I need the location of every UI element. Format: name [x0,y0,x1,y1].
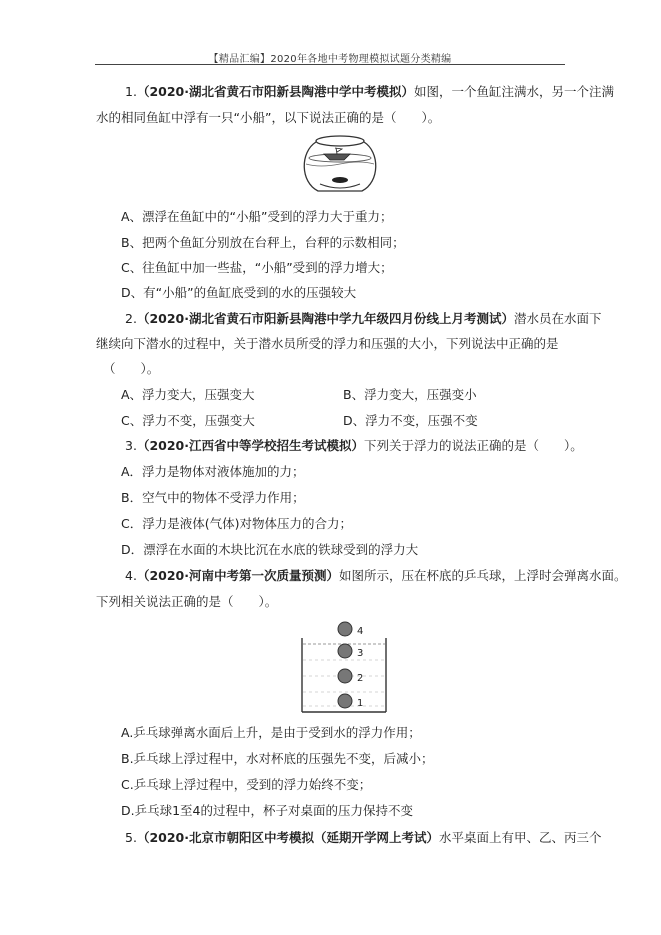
q1-source: （2020·湖北省黄石市阳新县陶港中学中考模拟） [136,84,414,99]
q3-option-c: C．浮力是液体(气体)对物体压力的合力； [121,516,352,531]
q4-source: （2020·河南中考第一次质量预测） [136,568,339,583]
q3-option-b: B．空气中的物体不受浮力作用； [121,490,305,505]
q2-line-1 [125,311,602,327]
q3-option-d: D．漂浮在水面的木块比沉在水底的铁球受到的浮力大 [121,542,419,557]
q5-stem-1: 水平桌面上有甲、乙、丙三个 [438,830,602,845]
label-4: 4 [357,626,364,637]
q2-option-c: C、浮力不变，压强变大 [121,413,255,428]
header-rule [95,64,565,65]
q4-option-a: A.乒乓球弹离水面后上升，是由于受到水的浮力作用； [121,725,421,740]
label-2: 2 [357,673,364,684]
q1-option-c: C、往鱼缸中加一些盐，“小船”受到的浮力增大； [121,260,393,275]
q2-source: （2020·湖北省黄石市阳新县陶港中学九年级四月份线上月考测试） [136,311,514,326]
cup-ping-pong-figure [296,620,392,714]
ball-1 [338,694,352,708]
q1-line-2: 水的相同鱼缸中浮有一只“小船”，以下说法正确的是（ ）。 [96,110,441,125]
label-1: 1 [357,698,364,709]
q4-option-d: D.乒乓球1至4的过程中，杯子对桌面的压力保持不变 [121,803,414,818]
q3-stem-1: 下列关于浮力的说法正确的是（ ）。 [363,438,583,453]
label-3: 3 [357,648,364,659]
q2-stem-1: 潜水员在水面下 [513,311,602,326]
q5-number: 5. [125,830,137,845]
q1-option-d: D、有“小船”的鱼缸底受到的水的压强较大 [121,285,357,300]
q1-option-b: B、把两个鱼缸分别放在台秤上，台秤的示数相同； [121,235,405,250]
q3-source: （2020·江西省中等学校招生考试模拟） [136,438,364,453]
q1-option-a: A、漂浮在鱼缸中的“小船”受到的浮力大于重力； [121,209,393,224]
q2-line-2: 继续向下潜水的过程中，关于潜水员所受的浮力和压强的大小，下列说法中正确的是 [96,336,559,351]
q4-line-1 [125,568,627,584]
q2-option-b: B、浮力变大，压强变小 [343,387,477,402]
ball-4 [338,622,352,636]
q5-source: （2020·北京市朝阳区中考模拟（延期开学网上考试） [136,830,439,845]
fishbowl-figure [300,134,380,196]
q3-line-1 [125,438,583,454]
q4-number: 4. [125,568,137,583]
q4-stem-1: 如图所示，压在杯底的乒乓球，上浮时会弹离水面。 [338,568,627,583]
q2-number: 2. [125,311,137,326]
q3-option-a: A．浮力是物体对液体施加的力； [121,464,305,479]
q4-line-2: 下列相关说法正确的是（ ）。 [96,594,278,609]
page-header: 【精品汇编】2020年各地中考物理模拟试题分类精编 [208,54,452,65]
q3-number: 3. [125,438,137,453]
q4-option-c: C.乒乓球上浮过程中，受到的浮力始终不变； [121,777,372,792]
q5-line-1 [125,830,602,846]
q2-option-a: A、浮力变大，压强变大 [121,387,255,402]
q1-stem-1: 如图，一个鱼缸注满水，另一个注满 [413,84,614,99]
q4-option-b: B.乒乓球上浮过程中，水对杯底的压强先不变，后减小； [121,751,434,766]
ball-3 [338,644,352,658]
q2-line-3: （ ）。 [103,361,160,376]
q2-option-d: D、浮力不变，压强不变 [343,413,478,428]
q1-number: 1. [125,84,137,99]
ball-2 [338,669,352,683]
q1-line-1 [125,84,614,100]
